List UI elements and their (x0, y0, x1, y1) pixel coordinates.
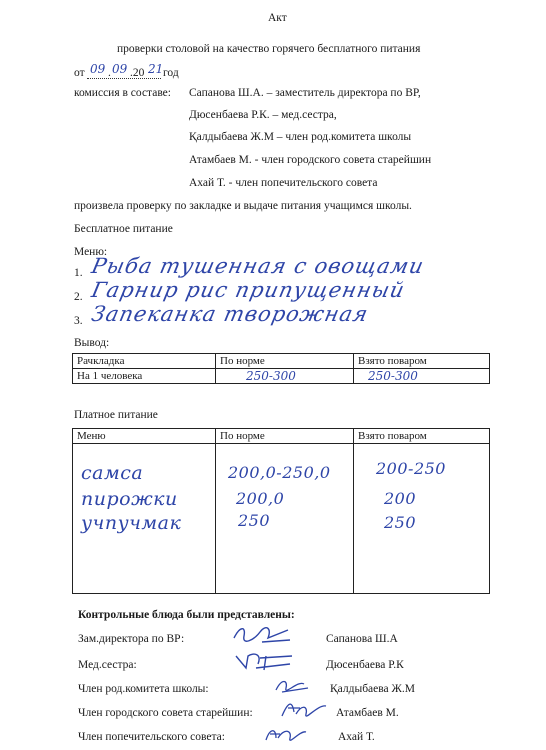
commission-member: Қалдыбаева Ж.М – член род.комитета школы (189, 131, 412, 143)
table-header-cell: Взято поваром (354, 429, 490, 444)
menu-item-text: Запеканка творожная (89, 302, 371, 326)
date-dot: . (108, 67, 111, 79)
table-row (73, 444, 490, 594)
conclusion-label: Вывод: (74, 337, 110, 349)
signature-name: Сапанова Ш.А (326, 633, 398, 645)
control-title: Контрольные блюда были представлены: (78, 609, 295, 621)
signature-name: Қалдыбаева Ж.М (330, 683, 415, 695)
signature-name: Дюсенбаева Р.К (326, 659, 404, 671)
signature-role: Член попечительского совета: (78, 731, 225, 743)
paid-norm: 200,0-250,0 (228, 463, 331, 482)
paid-item: пирожки (81, 488, 178, 510)
table-header-cell: По норме (216, 429, 354, 444)
table-row (73, 369, 490, 384)
table-cell-handwritten (216, 444, 354, 594)
date-year: 21 (148, 62, 164, 76)
signature-role: Мед.сестра: (78, 659, 137, 671)
table-cell-handwritten (354, 444, 490, 594)
signature-mark (278, 698, 330, 720)
date-underline (87, 78, 161, 79)
signature-role: Член городского совета старейшин: (78, 707, 253, 719)
date-month: 09 (112, 62, 128, 76)
date-year-prefix: .20 (130, 67, 145, 79)
table-header-cell: Взято поваром (354, 354, 490, 369)
signature-role: Зам.директора по ВР: (78, 633, 185, 645)
table-header-row (73, 354, 490, 369)
table-header-cell: По норме (216, 354, 354, 369)
commission-member: Сапанова Ш.А. – заместитель директора по ВР, (189, 87, 421, 99)
commission-member: Ахай Т. - член попечительского совета (189, 177, 378, 189)
table-cell: На 1 человека (73, 369, 216, 384)
signature-name: Ахай Т. (338, 731, 375, 743)
paid-item: самса (81, 462, 144, 484)
inspection-text: произвела проверку по закладке и выдаче питания учащимся школы. (74, 200, 412, 212)
paid-item: учпучмак (81, 512, 182, 534)
table-header-cell: Меню (73, 429, 216, 444)
signature-name: Атамбаев М. (336, 707, 399, 719)
table-header-row (73, 429, 490, 444)
paid-norm: 250 (238, 511, 271, 530)
commission-label: комиссия в составе: (74, 87, 171, 99)
table-cell-handwritten (354, 369, 490, 384)
paid-meals-label: Платное питание (74, 409, 158, 421)
taken-value: 250-300 (368, 369, 418, 383)
free-meals-table (72, 353, 490, 384)
paid-meals-table (72, 428, 490, 594)
signature-mark (262, 724, 308, 744)
document-subtitle: проверки столовой на качество горячего бесплатного питания (117, 43, 421, 55)
commission-member: Атамбаев М. - член городского совета старейшин (189, 154, 432, 166)
menu-label: Меню: (74, 246, 108, 258)
date-prefix: от (74, 67, 85, 79)
signature-mark (232, 650, 294, 672)
table-cell-handwritten (216, 369, 354, 384)
date-suffix: год (163, 67, 179, 79)
signature-role: Член род.комитета школы: (78, 683, 209, 695)
menu-item-text: Гарнир рис припущенный (89, 278, 408, 302)
menu-item-text: Рыба тушенная с овощами (89, 254, 427, 278)
paid-taken: 200 (384, 489, 417, 508)
document-title: Акт (268, 12, 287, 24)
commission-member: Дюсенбаева Р.К. – мед.сестра, (189, 109, 337, 121)
free-meals-label: Бесплатное питание (74, 223, 173, 235)
menu-item-number: 2. (74, 291, 83, 303)
paid-taken: 200-250 (376, 459, 446, 478)
table-header-cell: Рачкладка (73, 354, 216, 369)
paid-norm: 200,0 (236, 489, 285, 508)
table-cell-handwritten (73, 444, 216, 594)
date-day: 09 (90, 62, 106, 76)
menu-item-number: 3. (74, 315, 83, 327)
signature-mark (272, 676, 312, 696)
menu-item-number: 1. (74, 267, 83, 279)
paid-taken: 250 (384, 513, 417, 532)
signature-mark (232, 624, 292, 646)
norm-value: 250-300 (246, 369, 296, 383)
